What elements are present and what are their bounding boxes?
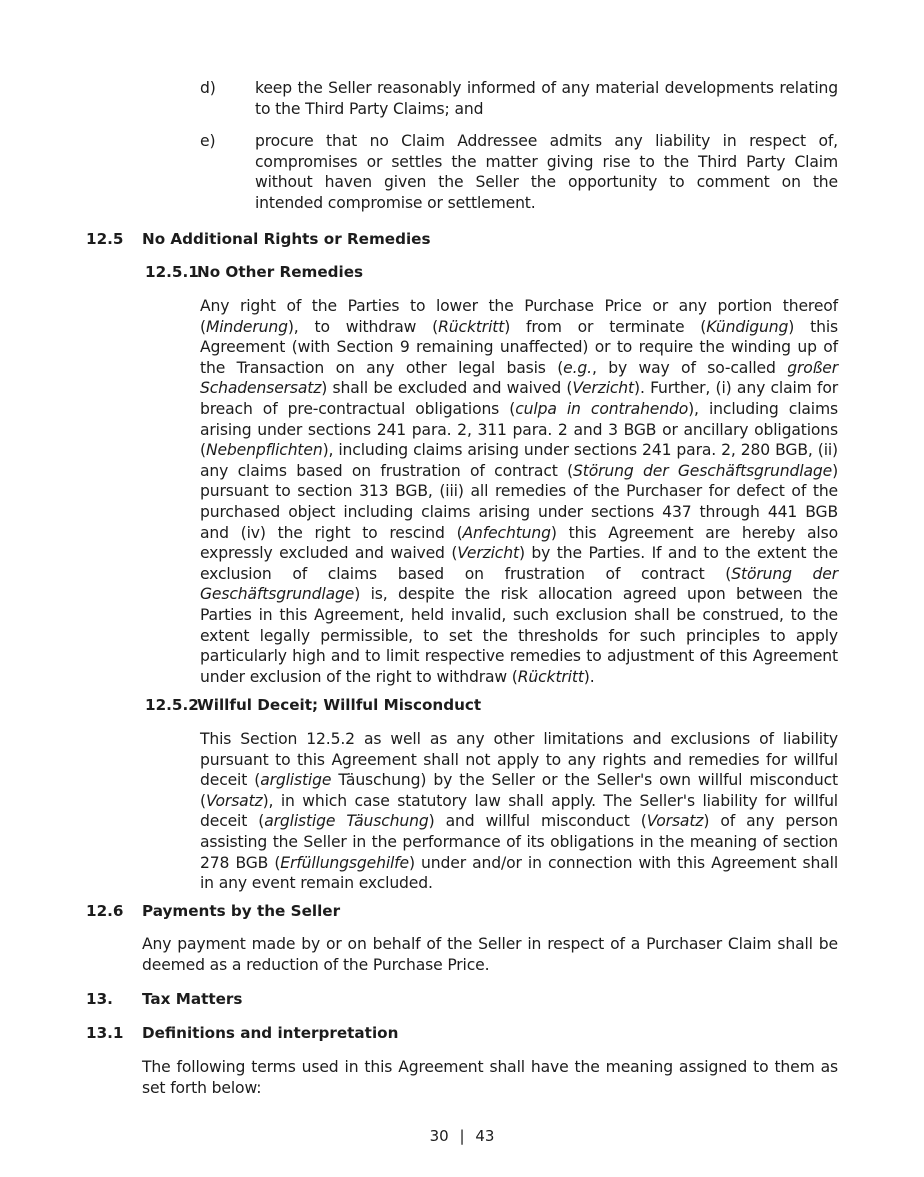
- list-item-text: keep the Seller reasonably informed of any material developments relating to the Third Party Claims; and: [255, 79, 838, 118]
- list-item-text: procure that no Claim Addressee admits any liability in respect of, compromises or settles the matter giving rise to the Third Party Claim without haven given the Seller the opportunity to comment on the intended compromise or settlement.: [255, 132, 838, 212]
- subsection-title: Willful Deceit; Willful Misconduct: [197, 696, 482, 714]
- section-title: No Additional Rights or Remedies: [142, 230, 431, 248]
- section-number: 13.1: [86, 1024, 124, 1042]
- subsection-body-12-5-1: Any right of the Parties to lower the Purchase Price or any portion thereof (Minderung), to withdraw (Rücktritt) from or terminate (Kündigung) this Agreement (with Section 9 remaining unaffected) or to require the winding up of the Transaction on any other legal basis (e.g., by way of so-called großer Schadensersatz) shall be excluded and waived (Verzicht). Further, (i) any claim for breach of pre-contractual obligations (culpa in contrahendo), including claims arising under sections 241 para. 2, 311 para. 2 and 3 BGB or ancillary obligations (Nebenpflichten), including claims arising under sections 241 para. 2, 280 BGB, (ii) any claims based on frustration of contract (Störung der Geschäftsgrundlage) pursuant to section 313 BGB, (iii) all remedies of the Purchaser for defect of the purchased object including claims arising under sections 437 through 441 BGB and (iv) the right to rescind (Anfechtung) this Agreement are hereby also expressly excluded and waived (Verzicht) by the Parties. If and to the extent the exclusion of claims based on frustration of contract (Störung der Geschäftsgrundlage) is, despite the risk allocation agreed upon between the Parties in this Agreement, held invalid, such exclusion shall be construed, to the extent legally permissible, to set the thresholds for such principles to apply particularly high and to limit respective remedies to adjustment of this Agreement under exclusion of the right to withdraw (Rücktritt).: [200, 297, 839, 686]
- section-title: Tax Matters: [142, 990, 243, 1008]
- subsection-number: 12.5.2: [145, 696, 199, 714]
- subsection-number: 12.5.1: [145, 263, 199, 281]
- subsection-body-12-5-2: This Section 12.5.2 as well as any other limitations and exclusions of liability pursuant to this Agreement shall not apply to any rights and remedies for willful deceit (arglistige Täuschung) by the Seller or the Seller's own willful misconduct (Vorsatz), in which case statutory law shall apply. The Seller's liability for willful deceit (arglistige Täuschung) and willful misconduct (Vorsatz) of any person assisting the Seller in the performance of its obligations in the meaning of section 278 BGB (Erfüllungsgehilfe) under and/or in connection with this Agreement shall in any event remain excluded.: [200, 730, 838, 893]
- list-item-label: e): [200, 132, 216, 150]
- section-body-13-1: The following terms used in this Agreement shall have the meaning assigned to them as set forth below:: [142, 1058, 838, 1097]
- list-item-label: d): [200, 79, 216, 97]
- page-number: 30: [429, 1127, 449, 1145]
- section-number: 12.5: [86, 230, 124, 248]
- page-separator: |: [459, 1127, 465, 1145]
- section-number: 13.: [86, 990, 113, 1008]
- subsection-title: No Other Remedies: [197, 263, 364, 281]
- page-footer: [0, 1126, 924, 1147]
- section-title: Definitions and interpretation: [142, 1024, 399, 1042]
- total-pages: 43: [475, 1127, 495, 1145]
- section-number: 12.6: [86, 902, 124, 920]
- section-title: Payments by the Seller: [142, 902, 341, 920]
- section-body-12-6: Any payment made by or on behalf of the Seller in respect of a Purchaser Claim shall be deemed as a reduction of the Purchase Price.: [142, 935, 838, 974]
